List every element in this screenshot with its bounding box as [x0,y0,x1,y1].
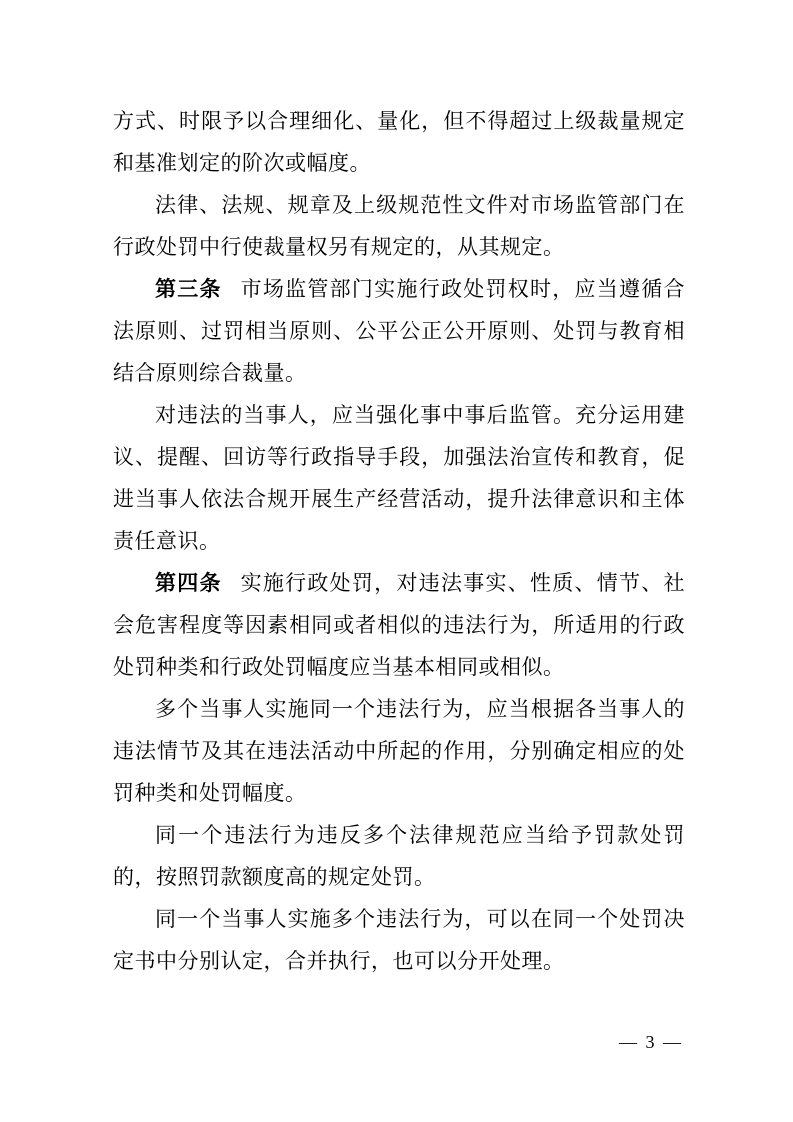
article-number: 第四条 [155,571,222,595]
paragraph-text: 方式、时限予以合理细化、量化，但不得超过上级裁量规定和基准划定的阶次或幅度。 [113,109,685,175]
paragraph-article-3 [113,268,685,394]
page-number: — 3 — [619,1032,683,1052]
paragraph [113,898,685,982]
paragraph [113,688,685,814]
paragraph-text: 实施行政处罚，对违法事实、性质、情节、社会危害程度等因素相同或者相似的违法行为，所适用的行政处罚种类和行政处罚幅度应当基本相同或相似。 [113,571,685,679]
paragraph-text: 同一个当事人实施多个违法行为，可以在同一个处罚决定书中分别认定，合并执行，也可以分开处理。 [113,907,685,973]
paragraph-text: 法律、法规、规章及上级规范性文件对市场监管部门在行政处罚中行使裁量权另有规定的，从其规定。 [113,193,685,259]
paragraph [113,184,685,268]
paragraph-text: 对违法的当事人，应当强化事中事后监管。充分运用建议、提醒、回访等行政指导手段，加强法治宣传和教育，促进当事人依法合规开展生产经营活动，提升法律意识和主体责任意识。 [113,403,685,553]
paragraph-article-4 [113,562,685,688]
article-number: 第三条 [155,277,222,301]
paragraph [113,814,685,898]
paragraph [113,394,685,562]
paragraph-continuation [113,100,685,184]
document-body [113,100,685,982]
paragraph-text: 市场监管部门实施行政处罚权时，应当遵循合法原则、过罚相当原则、公平公正公开原则、处罚与教育相结合原则综合裁量。 [113,277,685,385]
paragraph-text: 多个当事人实施同一个违法行为，应当根据各当事人的违法情节及其在违法活动中所起的作用，分别确定相应的处罚种类和处罚幅度。 [113,697,685,805]
paragraph-text: 同一个违法行为违反多个法律规范应当给予罚款处罚的，按照罚款额度高的规定处罚。 [113,823,685,889]
